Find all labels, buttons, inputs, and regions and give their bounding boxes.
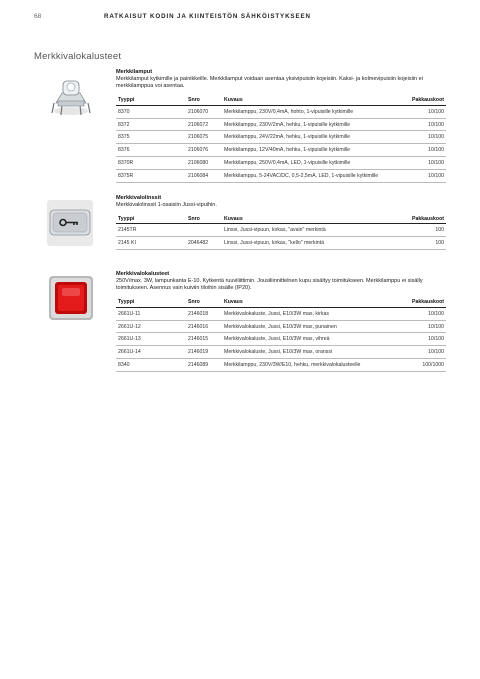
cell-tyyppi: 8375R: [116, 169, 188, 182]
indicator-fixture-image: [48, 275, 94, 321]
cell-pakkauskoot: 10/100: [406, 346, 446, 359]
table-header-row: [116, 96, 446, 106]
table-row: [116, 359, 446, 372]
table-header-row: [116, 298, 446, 308]
lens-image: [46, 199, 94, 247]
section-title: Merkkivalolinssit: [116, 195, 162, 201]
section-title: Merkkivalokalusteet: [116, 271, 170, 277]
section-merkkivalolinssit: [116, 195, 446, 250]
cell-snro: 2046482: [188, 237, 224, 250]
cell-pakkauskoot: 10/100: [406, 169, 446, 182]
cell-pakkauskoot: 10/100: [406, 118, 446, 131]
cell-snro: 2146015: [188, 333, 224, 346]
cell-tyyppi: 2661U-12: [116, 320, 188, 333]
cell-snro: 2106075: [188, 131, 224, 144]
table-row: [116, 105, 446, 118]
table-row: [116, 237, 446, 250]
cell-kuvaus: Merkkilamppu, 230V/3W/E10, hehku, merkkivalokalusteelle: [224, 359, 406, 372]
cell-kuvaus: Merkkivalokaluste, Jussi, E10/3W max, punainen: [224, 320, 406, 333]
col-header-kuvaus: Kuvaus: [224, 96, 406, 106]
cell-kuvaus: Merkkilamppu, 250V/0,4mA, LED, 1-vipuisille kytkimille: [224, 157, 406, 170]
col-header-tyyppi: Tyyppi: [116, 214, 188, 224]
section-description: 250V/max. 3W, lampunkanta E-10. Kytkentä ruuviliittimin. Jousiliinnittelnen kupu sisältyy toimitukseen. Merkkilamppu ei sisälly toimitukseen. Asennus vain kuiviin tiloihin sisälle (IP20).: [116, 278, 423, 292]
cell-snro: 2146019: [188, 346, 224, 359]
table-row: [116, 118, 446, 131]
table-row: [116, 131, 446, 144]
cell-tyyppi: 8370R: [116, 157, 188, 170]
table-row: [116, 333, 446, 346]
col-header-tyyppi: Tyyppi: [116, 298, 188, 308]
cell-pakkauskoot: 10/100: [406, 131, 446, 144]
cell-snro: 2146089: [188, 359, 224, 372]
product-table: [116, 214, 446, 250]
cell-tyyppi: 2661U-13: [116, 333, 188, 346]
cell-kuvaus: Merkkilamppu, 230V/2mA, hehku, 1-vipuisille kytkimille: [224, 118, 406, 131]
cell-tyyppi: 2145TR: [116, 224, 188, 237]
page-title: Merkkivalokalusteet: [34, 51, 122, 62]
cell-kuvaus: Merkkivalokaluste, Jussi, E10/3W max, kirkas: [224, 307, 406, 320]
cell-snro: 2106076: [188, 144, 224, 157]
cell-snro: 2146016: [188, 320, 224, 333]
cell-tyyppi: 8376: [116, 144, 188, 157]
col-header-kuvaus: Kuvaus: [224, 298, 406, 308]
cell-tyyppi: 2661U-14: [116, 346, 188, 359]
table-row: [116, 144, 446, 157]
col-header-tyyppi: Tyyppi: [116, 96, 188, 106]
cell-kuvaus: Merkkilamppu, 24V/22mA, hehku, 1-vipuisille kytkimille: [224, 131, 406, 144]
cell-tyyppi: 8375: [116, 131, 188, 144]
table-row: [116, 169, 446, 182]
section-merkkilamput: [116, 69, 446, 183]
cell-kuvaus: Merkkivalokaluste, Jussi, E10/3W max, oranssi: [224, 346, 406, 359]
cell-kuvaus: Merkkivalokaluste, Jussi, E10/3W max, vihreä: [224, 333, 406, 346]
cell-snro: 2106080: [188, 157, 224, 170]
cell-pakkauskoot: 10/100: [406, 144, 446, 157]
cell-pakkauskoot: 10/100: [406, 307, 446, 320]
running-head: RATKAISUT KODIN JA KIINTEISTÖN SÄHKÖISTYKSEEN: [104, 13, 311, 20]
section-title: Merkkilamput: [116, 69, 153, 75]
cell-pakkauskoot: 10/100: [406, 333, 446, 346]
section-description: Merkkivalolinssit 1-osaisiin Jussi-vipuihin.: [116, 202, 217, 208]
cell-tyyppi: 2145 KI: [116, 237, 188, 250]
cell-tyyppi: 8370: [116, 105, 188, 118]
page-number: 68: [34, 13, 42, 20]
col-header-pakkauskoot: Pakkauskoot: [406, 96, 446, 106]
cell-kuvaus: Linssi, Jussi-vipuun, kirkas, "kello" merkintä: [224, 237, 406, 250]
cell-pakkauskoot: 100/1000: [406, 359, 446, 372]
col-header-kuvaus: Kuvaus: [224, 214, 406, 224]
col-header-snro: Snro: [188, 214, 224, 224]
cell-pakkauskoot: 10/100: [406, 105, 446, 118]
col-header-snro: Snro: [188, 96, 224, 106]
table-row: [116, 157, 446, 170]
cell-pakkauskoot: 10/100: [406, 320, 446, 333]
cell-pakkauskoot: 100: [406, 224, 446, 237]
cell-tyyppi: 2661U-11: [116, 307, 188, 320]
cell-snro: 2106070: [188, 105, 224, 118]
table-row: [116, 346, 446, 359]
col-header-pakkauskoot: Pakkauskoot: [406, 214, 446, 224]
table-row: [116, 320, 446, 333]
cell-tyyppi: 8340: [116, 359, 188, 372]
cell-snro: 2106072: [188, 118, 224, 131]
cell-snro: 2106084: [188, 169, 224, 182]
cell-kuvaus: Merkkilamppu, 12V/40mA, hehku, 1-vipuisille kytkimille: [224, 144, 406, 157]
table-row: [116, 307, 446, 320]
cell-kuvaus: Linssi, Jussi-vipuun, kirkas, "avain" merkintä: [224, 224, 406, 237]
indicator-lamp-image: [48, 73, 94, 119]
col-header-pakkauskoot: Pakkauskoot: [406, 298, 446, 308]
cell-tyyppi: 8372: [116, 118, 188, 131]
cell-pakkauskoot: 100: [406, 237, 446, 250]
product-table: [116, 96, 446, 183]
cell-pakkauskoot: 10/100: [406, 157, 446, 170]
table-row: [116, 224, 446, 237]
product-table: [116, 298, 446, 372]
cell-kuvaus: Merkkilamppu, 5-24VAC/DC, 0,5-2,5mA, LED, 1-vipuisille kytkimille: [224, 169, 406, 182]
section-description: Merkkilamput kytkimille ja painikkeille. Merkkilamput voidaan asentaa yksivipuisiin kojeisiin. Kaksi- ja kolmevipuisiin kojeisiin ei merkkilamppua voi asentaa.: [116, 76, 423, 90]
cell-snro: [188, 224, 224, 237]
section-merkkivalokalusteet: [116, 271, 446, 372]
table-header-row: [116, 214, 446, 224]
cell-snro: 2146018: [188, 307, 224, 320]
col-header-snro: Snro: [188, 298, 224, 308]
cell-kuvaus: Merkkilamppu, 230V/0,4mA, hohto, 1-vipuisille kytkimille: [224, 105, 406, 118]
